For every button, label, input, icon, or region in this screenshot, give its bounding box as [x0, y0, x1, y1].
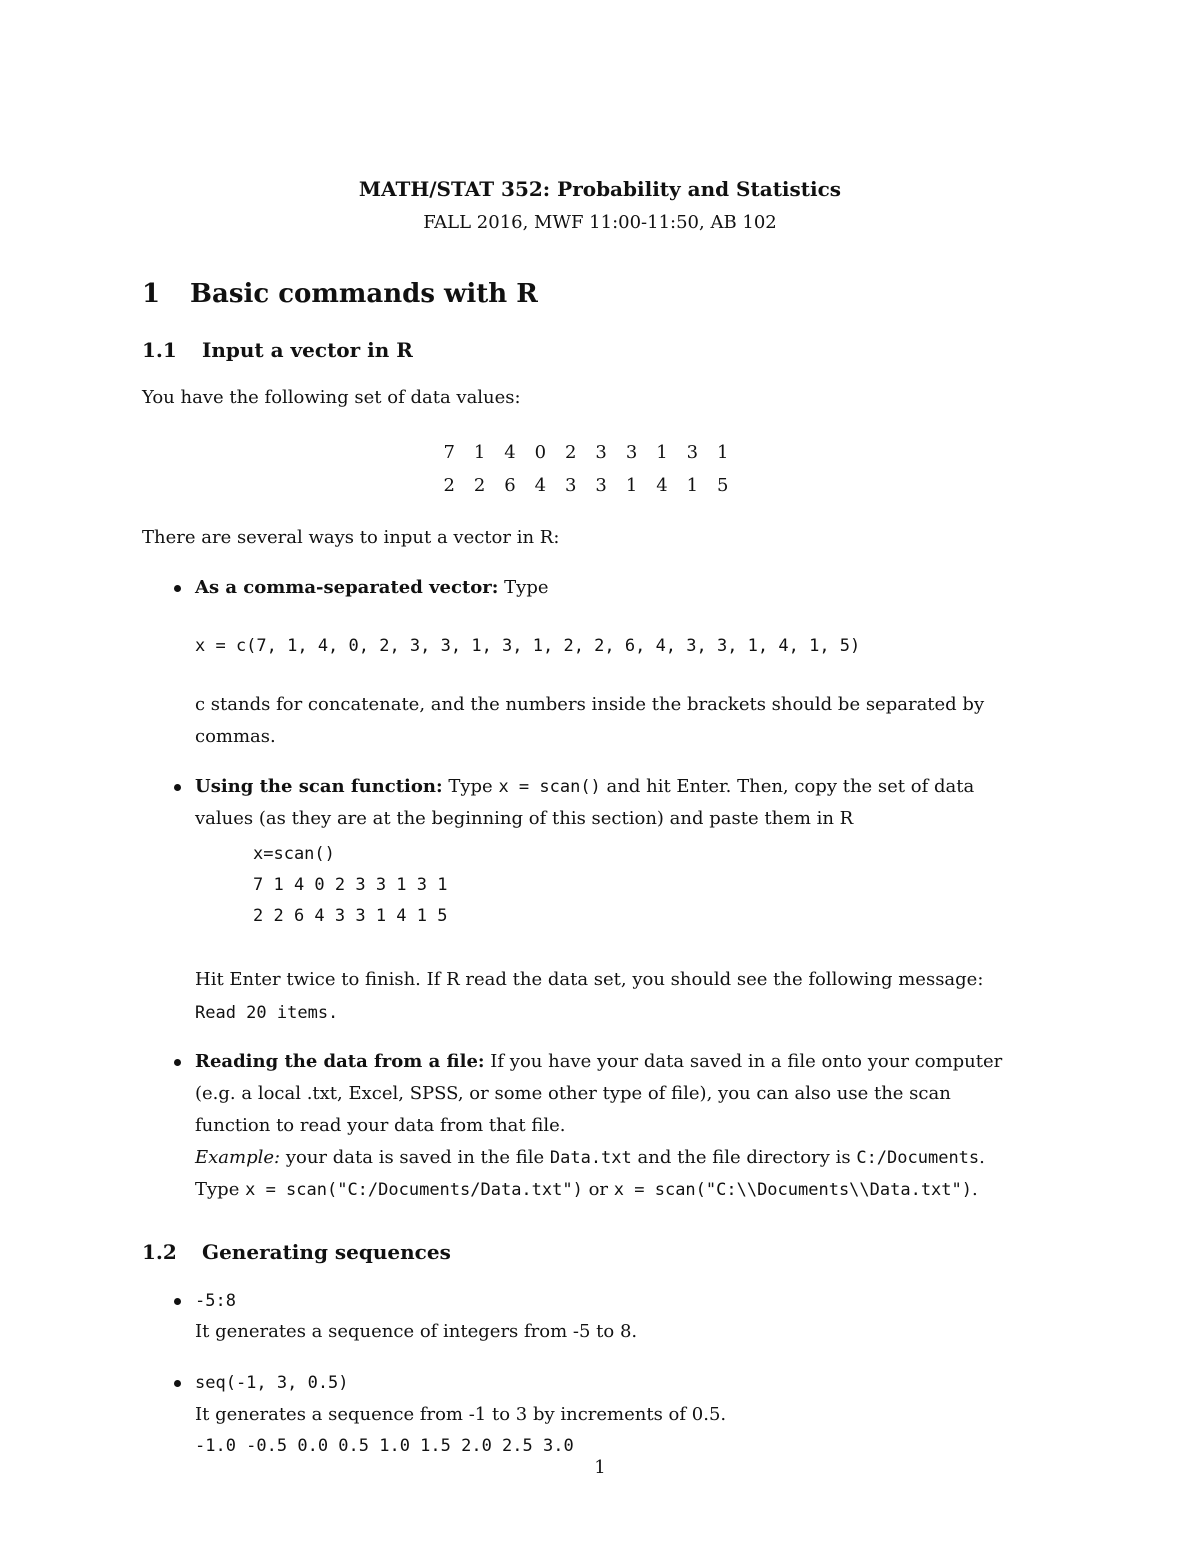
section-title: Basic commands with R: [190, 279, 538, 309]
data-value-cell: 4: [656, 475, 668, 496]
seq-item-2-desc: It generates a sequence from -1 to 3 by increments of 0.5.: [195, 1404, 727, 1425]
data-value-cell: 6: [504, 475, 516, 496]
intro-paragraph: You have the following set of data values:: [142, 387, 521, 408]
subsection-number: 1.2: [142, 1240, 177, 1264]
file-example-line: [195, 1142, 985, 1174]
bullet-2: [174, 784, 181, 791]
subsection-title: Generating sequences: [202, 1240, 451, 1264]
page-number: 1: [594, 1457, 606, 1478]
item-label: Using the scan function:: [195, 776, 443, 797]
section-number: 1: [142, 279, 161, 309]
file-type-line: [195, 1174, 978, 1206]
section-1-heading: [142, 279, 538, 309]
data-value-cell: 3: [625, 442, 638, 463]
type-word: Type: [195, 1179, 240, 1200]
data-value-cell: 1: [625, 475, 638, 496]
scan-message: Read 20 items.: [195, 1003, 339, 1023]
data-value-cell: 3: [686, 442, 699, 463]
bullet-1: [174, 585, 181, 592]
seq-item-1-desc: It generates a sequence of integers from -5 to 8.: [195, 1321, 638, 1342]
or-word: or: [588, 1179, 609, 1200]
inline-code: Data.txt: [549, 1148, 632, 1168]
item-text: and hit Enter. Then, copy the set of data: [606, 776, 975, 797]
subsection-number: 1.1: [142, 338, 177, 362]
data-value-cell: 1: [473, 442, 486, 463]
bullet-5: [174, 1380, 181, 1387]
data-value-cell: 4: [504, 442, 516, 463]
example-label: Example:: [195, 1147, 281, 1168]
data-value-cell: 0: [534, 442, 547, 463]
bullet-4: [174, 1298, 181, 1305]
data-value-cell: 4: [534, 475, 547, 496]
concat-note-line-1: c stands for concatenate, and the numbers inside the brackets should be separated by: [195, 694, 985, 715]
seq-item-1-code: -5:8: [195, 1291, 236, 1311]
example-text: and the file directory is: [637, 1147, 851, 1168]
bullet-3: [174, 1059, 181, 1066]
concat-code: x = c(7, 1, 4, 0, 2, 3, 3, 1, 3, 1, 2, 2, 6, 4, 3, 3, 1, 4, 1, 5): [195, 636, 861, 656]
data-value-cell: 1: [686, 475, 699, 496]
data-value-cell: 7: [443, 442, 455, 463]
data-value-cell: 2: [443, 475, 455, 496]
item-text: Type: [448, 776, 493, 797]
item-read-file: [195, 1046, 1002, 1078]
file-line-2: (e.g. a local .txt, Excel, SPSS, or some other type of file), you can also use the scan: [195, 1083, 951, 1104]
item-text: Type: [504, 577, 549, 598]
scan-finish-line: Hit Enter twice to finish. If R read the data set, you should see the following message:: [195, 969, 984, 990]
data-value-cell: 3: [595, 442, 607, 463]
subsection-title: Input a vector in R: [202, 338, 413, 362]
data-value-cell: 1: [716, 442, 729, 463]
data-value-cell: 3: [565, 475, 577, 496]
data-values-table: [434, 436, 738, 502]
data-value-cell: 5: [716, 475, 729, 496]
file-line-3: function to read your data from that file.: [195, 1115, 566, 1136]
scan-line-2: values (as they are at the beginning of this section) and paste them in R: [195, 808, 854, 829]
data-value-cell: 2: [565, 442, 577, 463]
data-value-cell: 3: [595, 475, 607, 496]
item-comma-vector: [195, 572, 549, 604]
item-label: Reading the data from a file:: [195, 1051, 485, 1072]
type-period: .: [972, 1179, 978, 1200]
concat-note-line-2: commas.: [195, 726, 276, 747]
scan-code-line-1: x=scan(): [253, 844, 335, 864]
seq-item-2-code: seq(-1, 3, 0.5): [195, 1373, 349, 1393]
inline-code: x = scan(): [498, 777, 601, 797]
data-value-cell: 1: [656, 442, 668, 463]
item-text: If you have your data saved in a file onto your computer: [490, 1051, 1003, 1072]
example-period: .: [979, 1147, 985, 1168]
example-text: your data is saved in the file: [285, 1147, 545, 1168]
item-label: As a comma-separated vector:: [195, 577, 499, 598]
course-title: MATH/STAT 352: Probability and Statistics: [358, 177, 842, 201]
inline-code: x = scan("C:\\Documents\\Data.txt"): [613, 1180, 973, 1200]
ways-intro: There are several ways to input a vector in R:: [142, 527, 560, 548]
scan-code-line-2: 7 1 4 0 2 3 3 1 3 1: [253, 875, 448, 895]
seq-item-2-output: -1.0 -0.5 0.0 0.5 1.0 1.5 2.0 2.5 3.0: [195, 1436, 574, 1456]
inline-code: x = scan("C:/Documents/Data.txt"): [245, 1180, 583, 1200]
item-scan-function: [195, 771, 974, 803]
data-value-cell: 2: [473, 475, 486, 496]
section-1-1-heading: [142, 338, 413, 362]
section-1-2-heading: [142, 1240, 451, 1264]
scan-code-line-3: 2 2 6 4 3 3 1 4 1 5: [253, 906, 448, 926]
inline-code: C:/Documents: [856, 1148, 980, 1168]
course-schedule: FALL 2016, MWF 11:00-11:50, AB 102: [423, 212, 777, 233]
